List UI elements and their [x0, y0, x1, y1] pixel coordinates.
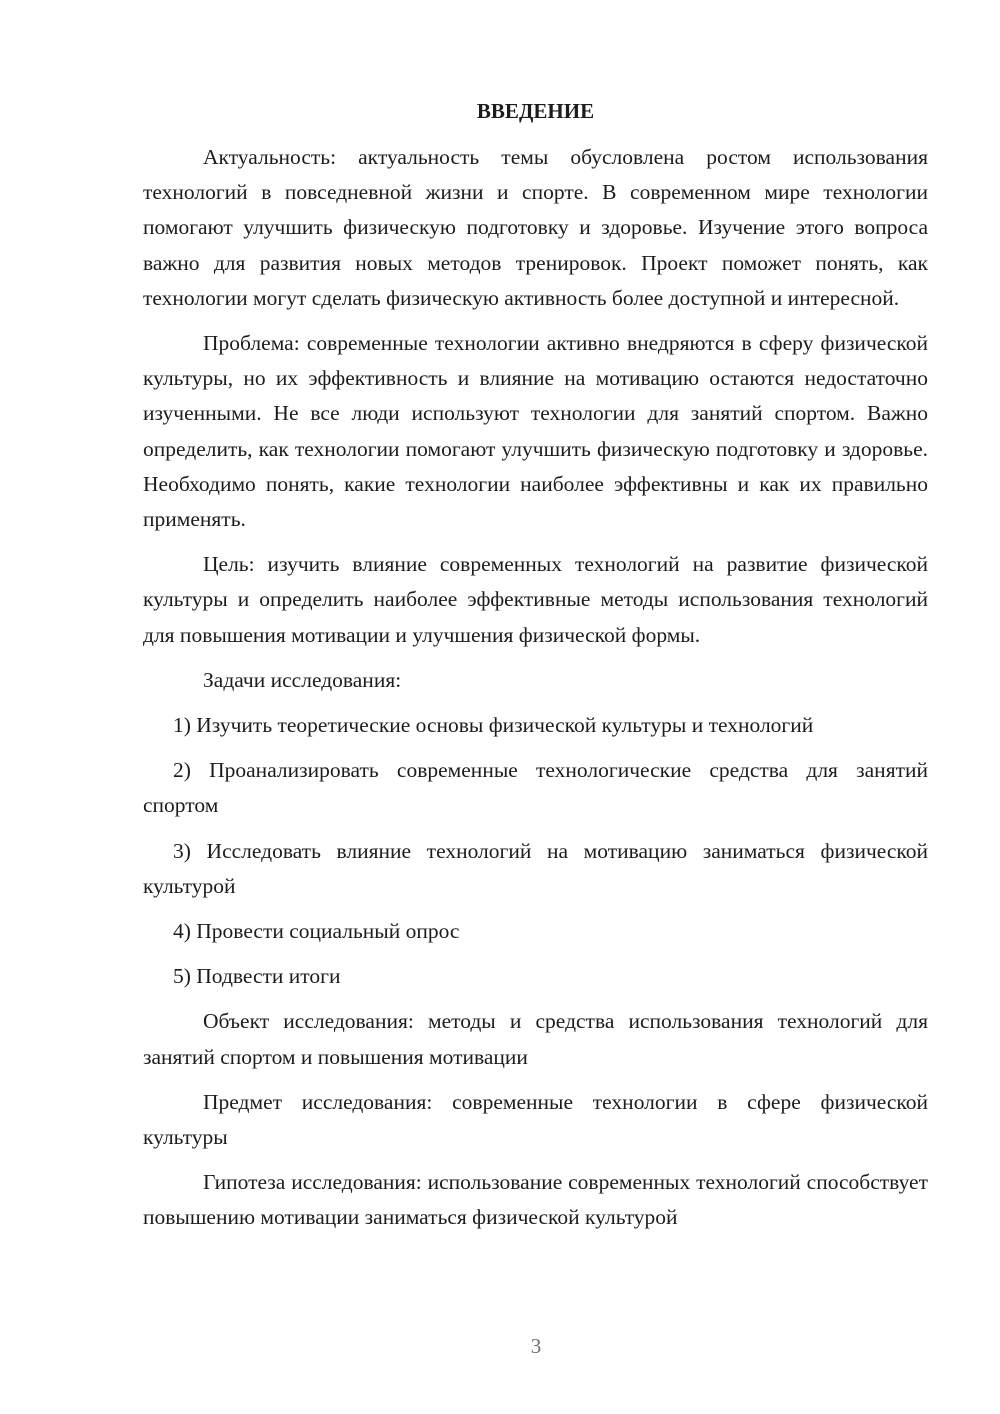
- task-item: 4) Провести социальный опрос: [173, 919, 460, 944]
- task-item: 3) Исследовать влияние технологий на мотивацию заниматься физической культурой: [143, 838, 928, 898]
- document-title: ВВЕДЕНИЕ: [476, 99, 595, 123]
- problem-paragraph: Проблема: современные технологии активно внедряются в сферу физической культуры, но их эффективность и влияние на мотивацию остаются недостаточно изученными. Не все люди используют технологии для занятий спортом. Важно определить, как технологии помогают улучшить физическую подготовку и здоровье. Необходимо понять, какие технологии наиболее эффективны и как их правильно применять.: [143, 331, 928, 532]
- task-item: 5) Подвести итоги: [173, 964, 341, 989]
- object-paragraph: Объект исследования: методы и средства использования технологий для занятий спортом и повышения мотивации: [143, 1009, 928, 1069]
- document-page: [143, 96, 928, 1246]
- goal-paragraph: Цель: изучить влияние современных технологий на развитие физической культуры и определить наиболее эффективные методы использования технологий для повышения мотивации и улучшения физической формы.: [143, 552, 928, 647]
- relevance-paragraph: Актуальность: актуальность темы обусловлена ростом использования технологий в повседневной жизни и спорте. В современном мире технологии помогают улучшить физическую подготовку и здоровье. Изучение этого вопроса важно для развития новых методов тренировок. Проект поможет понять, как технологии могут сделать физическую активность более доступной и интересной.: [143, 145, 928, 310]
- subject-paragraph: Предмет исследования: современные технологии в сфере физической культуры: [143, 1089, 928, 1150]
- tasks-heading: Задачи исследования:: [203, 667, 402, 692]
- task-item: 1) Изучить теоретические основы физической культуры и технологий: [173, 713, 814, 738]
- page-number: 3: [530, 1334, 542, 1358]
- hypothesis-paragraph: Гипотеза исследования: использование современных технологий способствует повышению мотивации заниматься физической культурой: [143, 1170, 928, 1230]
- task-item: 2) Проанализировать современные технологические средства для занятий спортом: [143, 758, 928, 818]
